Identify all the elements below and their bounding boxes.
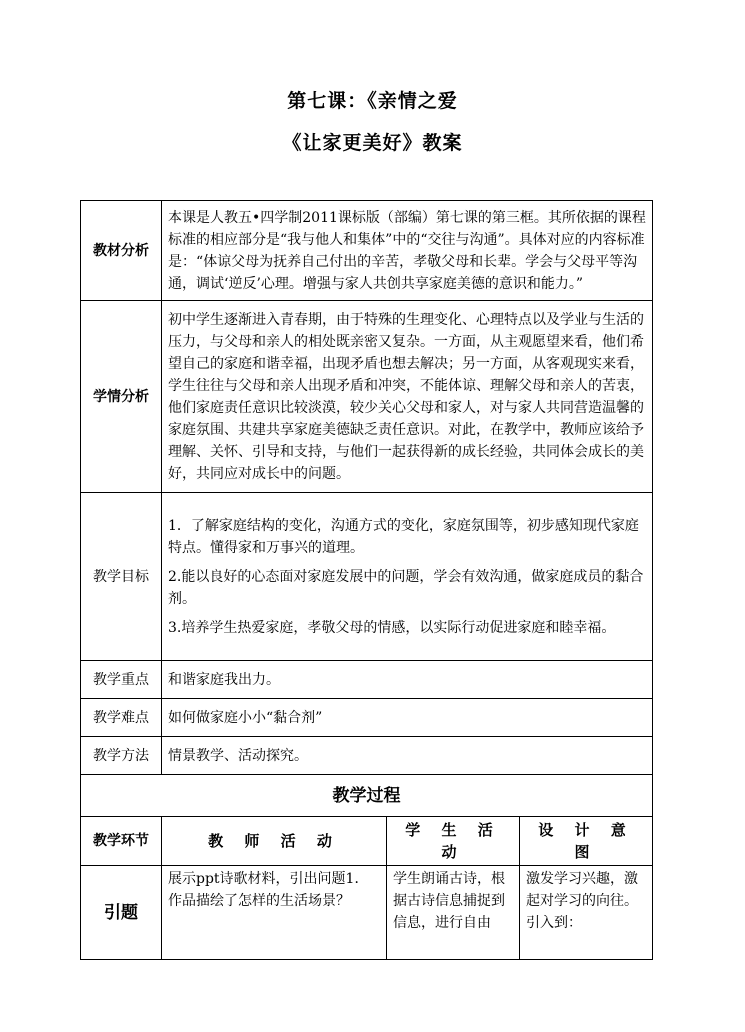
stage-intro: 引题 (81, 866, 162, 960)
doc-title-line2: 《让家更美好》教案 (282, 132, 463, 154)
text-students: 初中学生逐渐进入青春期，由于特殊的生理变化、心理特点以及学业与生活的压力，与父母和亲人的相处既亲密又复杂。一方面，从主观愿望来看，他们希望自己的家庭和谐幸福，出现矛盾也想去解决；另一方面，从客观现实来看，学生往往与父母和亲人出现矛盾和冲突，不能体谅、理解父母和亲人的苦衷，他们家庭责任意识比较淡漠，较少关心父母和家人，对与家人共同营造温馨的家庭氛围、共建共享家庭美德缺乏责任意识。对此，在教学中，教师应该给予理解、关怀、引导和支持，与他们一起获得新的成长经验，共同体会成长的美好，共同应对成长中的问题。 (162, 301, 653, 493)
col-header-student: 学 生 活 动 (387, 817, 520, 866)
row-process-heading (81, 775, 653, 817)
goal-item: 3.培养学生热爱家庭，孝敬父母的情感，以实际行动促进家庭和睦幸福。 (168, 619, 616, 636)
lesson-plan-table (80, 200, 653, 960)
row-goals (81, 493, 653, 661)
row-students (81, 301, 653, 493)
process-heading: 教学过程 (81, 775, 653, 817)
label-difficulty: 教学难点 (81, 699, 162, 737)
row-difficulty (81, 699, 653, 737)
text-materials: 本课是人教五•四学制2011课标版（部编）第七课的第三框。其所依据的课程标准的相应部分是“我与他人和集体”中的“交往与沟通”。具体对应的内容标准是：“体谅父母为抚养自己付出的辛苦，孝敬父母和长辈。学会与父母平等沟通，调试‘逆反’心理。增强与家人共创共享家庭美德的意识和能力。” (162, 201, 653, 301)
label-key: 教学重点 (81, 661, 162, 699)
text-key: 和谐家庭我出力。 (162, 661, 653, 699)
goal-item: 1．了解家庭结构的变化，沟通方式的变化，家庭氛围等，初步感知现代家庭特点。懂得家和万事兴的道理。 (168, 517, 639, 556)
row-process-intro (81, 866, 653, 960)
label-method: 教学方法 (81, 737, 162, 775)
goal-item: 2.能以良好的心态面对家庭发展中的问题，学会有效沟通，做家庭成员的黏合剂。 (168, 568, 644, 607)
text-difficulty: 如何做家庭小小“黏合剂” (162, 699, 653, 737)
row-method (81, 737, 653, 775)
row-materials (81, 201, 653, 301)
label-materials: 教材分析 (81, 201, 162, 301)
label-goals: 教学目标 (81, 493, 162, 661)
row-process-headers (81, 817, 653, 866)
col-header-stage: 教学环节 (81, 817, 162, 866)
row-key (81, 661, 653, 699)
goals-list (162, 493, 653, 661)
col-header-intent: 设 计 意 图 (520, 817, 653, 866)
doc-title-line1: 第七课：《亲情之爱 (287, 90, 458, 112)
label-students: 学情分析 (81, 301, 162, 493)
col-header-teacher: 教 师 活 动 (162, 817, 387, 866)
teacher-activity: 展示ppt诗歌材料，引出问题1．作品描绘了怎样的生活场景？ (162, 866, 387, 960)
text-method: 情景教学、活动探究。 (162, 737, 653, 775)
student-activity: 学生朗诵古诗，根据古诗信息捕捉到信息，进行自由 (387, 866, 520, 960)
design-intent: 激发学习兴趣，激起对学习的向往。引入到： (520, 866, 653, 960)
